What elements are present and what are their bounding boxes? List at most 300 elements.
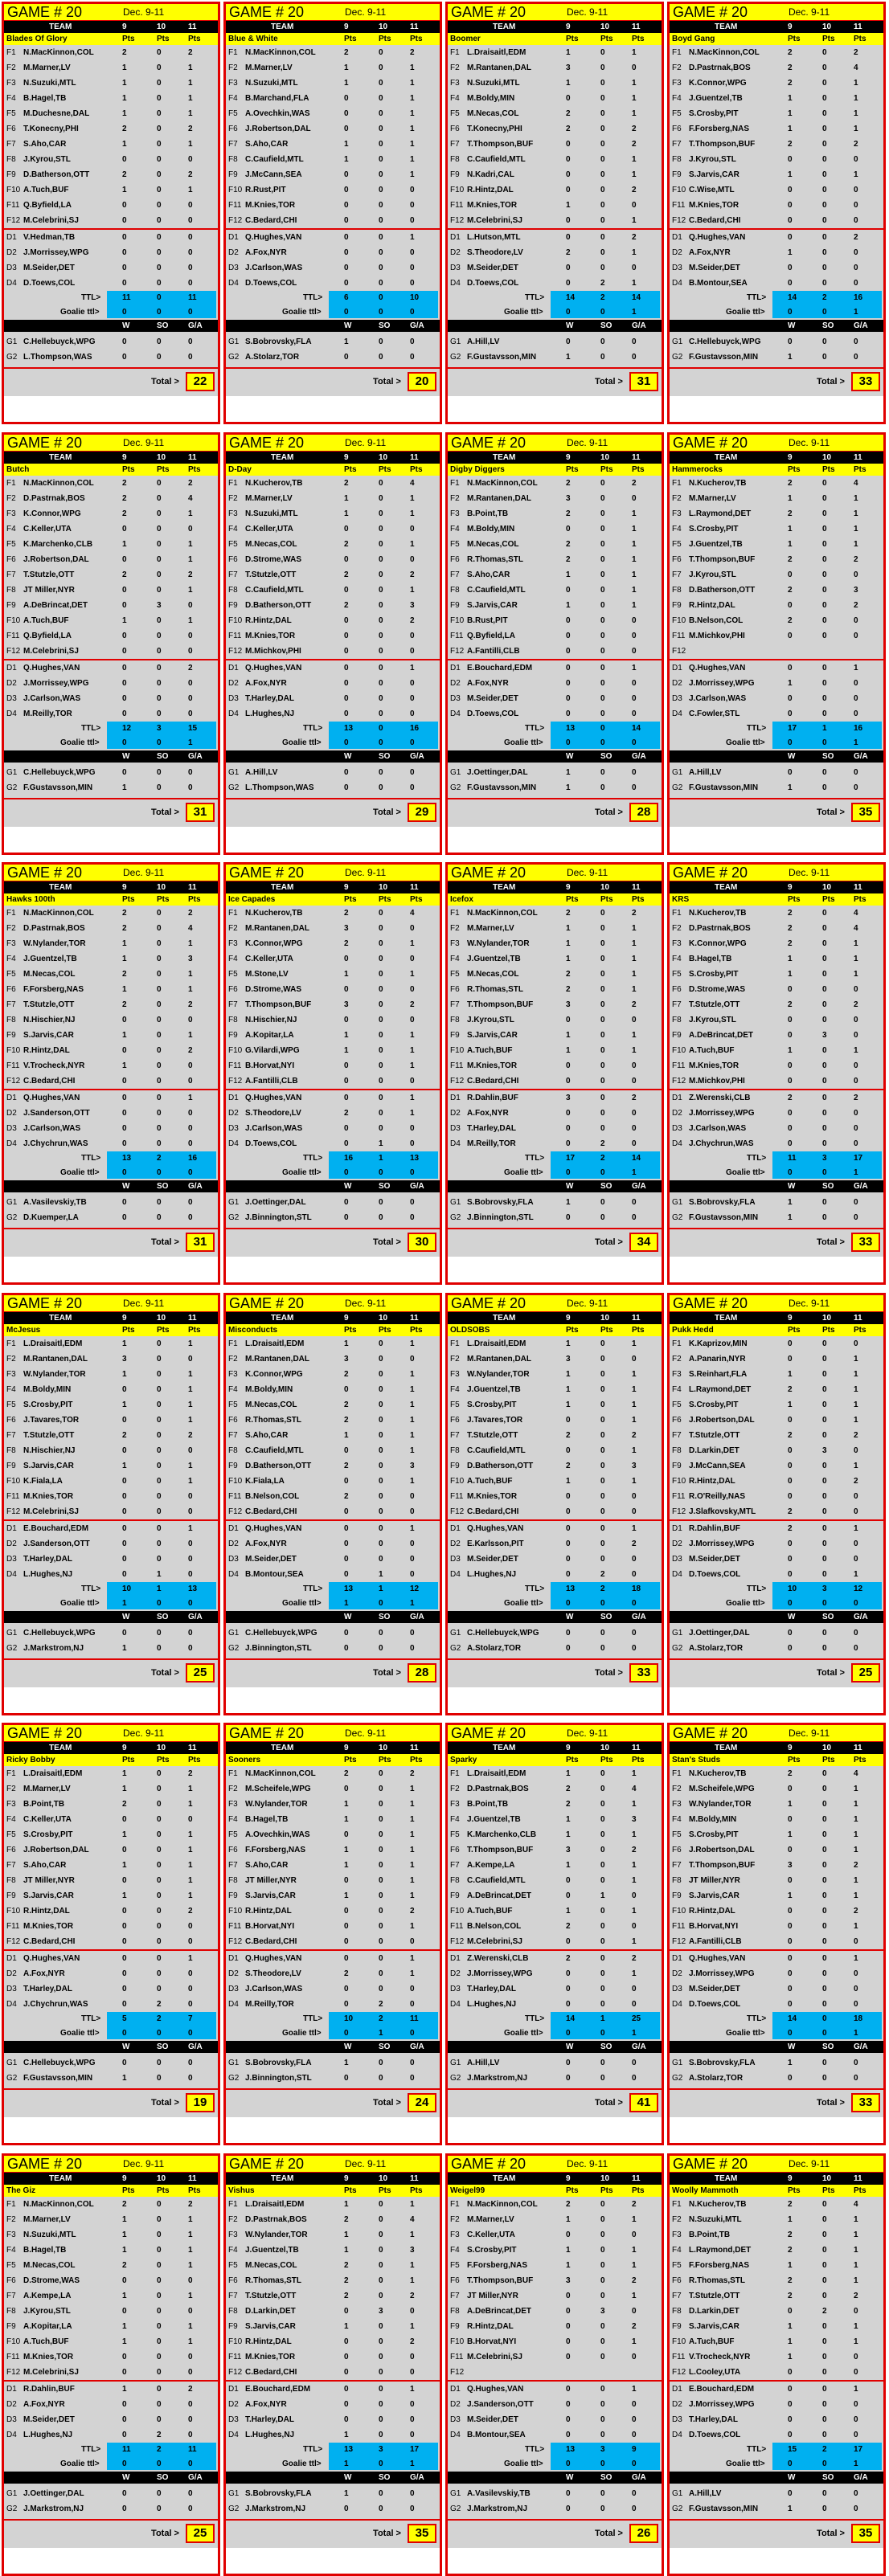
player-rows (448, 45, 662, 291)
slot-label: F12 (450, 647, 465, 656)
player-name: M.Knies,TOR (245, 201, 296, 210)
wins-value: 0 (344, 2504, 349, 2513)
slot-label: G1 (450, 1629, 461, 1638)
day-9-points: 0 (566, 1570, 571, 1579)
day-9-points: 0 (566, 2292, 571, 2300)
player-row (670, 2427, 883, 2443)
day-11-points: 0 (188, 155, 193, 164)
player-name: J.Sanderson,OTT (23, 1109, 90, 1118)
player-row (670, 2304, 883, 2319)
day-9-points: 2 (344, 570, 349, 579)
day-9-points: 2 (566, 1431, 571, 1440)
player-name: N.Kucherov,TB (245, 909, 303, 918)
day-10-points: 0 (600, 494, 605, 503)
slot-label: F7 (450, 140, 460, 149)
shutouts-value: 0 (600, 768, 605, 777)
day-11-points: 1 (188, 1954, 193, 1963)
player-row (670, 997, 883, 1012)
player-row (226, 245, 440, 260)
slot-label: D3 (450, 2415, 461, 2424)
slot-label: F8 (672, 1446, 682, 1455)
player-row (448, 567, 662, 583)
slot-label: F11 (228, 1922, 242, 1931)
player-row (226, 1858, 440, 1873)
grand-total-row (448, 2088, 662, 2117)
slot-label: F2 (6, 1785, 16, 1793)
slot-label: G1 (450, 768, 461, 777)
day-10-points: 0 (157, 2353, 162, 2361)
pts-header: Pts (379, 465, 391, 474)
skater-total: 3 (822, 1584, 827, 1593)
slot-label: D2 (228, 248, 239, 257)
skater-total: 1 (379, 1584, 383, 1593)
player-row (226, 506, 440, 521)
day-9-points: 0 (788, 1570, 793, 1579)
player-row (226, 1552, 440, 1567)
team-card (223, 1723, 442, 2145)
card-header (670, 865, 883, 881)
slot-label: F7 (450, 1000, 460, 1009)
player-row (226, 2227, 440, 2243)
player-name: S.Jarvis,CAR (23, 1891, 74, 1900)
shutouts-header: SO (379, 1182, 391, 1191)
slot-label: F7 (228, 1861, 238, 1870)
player-row (670, 1981, 883, 1997)
player-row (4, 613, 218, 628)
day-10-points: 0 (379, 1524, 383, 1533)
day-10-points: 0 (157, 1846, 162, 1854)
total-value: 33 (629, 1663, 658, 1683)
player-name: Q.Hughes,VAN (23, 1954, 80, 1963)
player-name: L.Draisaitl,EDM (23, 1769, 83, 1778)
total-label: Total > (151, 1237, 179, 1247)
day-11-header: 11 (410, 1314, 419, 1323)
day-9-points: 2 (122, 170, 127, 179)
game-number: GAME # 20 (451, 1725, 526, 1741)
player-row (4, 152, 218, 167)
goalie-total: 0 (788, 2029, 793, 2038)
player-name: J.Robertson,DAL (689, 1416, 755, 1425)
day-11-points: 0 (410, 694, 415, 703)
day-9-points: 0 (122, 1937, 127, 1946)
slot-label: F1 (6, 1769, 16, 1778)
total-label: Total > (817, 2098, 845, 2108)
skater-total: 0 (157, 293, 162, 302)
day-11-header: 11 (854, 2174, 862, 2183)
goalie-ttl-label: Goalie ttl> (282, 738, 322, 747)
day-10-points: 0 (822, 1109, 827, 1118)
goalie-name: J.Oettinger,DAL (467, 768, 528, 777)
player-name: E.Bouchard,EDM (23, 1524, 89, 1533)
day-10-points: 0 (379, 1094, 383, 1102)
grand-total-row (448, 798, 662, 827)
player-row (670, 2349, 883, 2365)
day-11-points: 1 (410, 1876, 415, 1885)
slot-label: F11 (6, 2353, 20, 2361)
divider (4, 1949, 218, 1951)
skater-total: 18 (854, 2014, 863, 2023)
slot-label: G2 (672, 1213, 683, 1222)
slot-label: F10 (6, 1477, 21, 1486)
day-10-points: 0 (379, 509, 383, 518)
slot-label: F9 (672, 601, 682, 610)
skater-total: 3 (157, 724, 162, 733)
day-11-points: 1 (632, 664, 637, 673)
day-10-points: 0 (822, 1815, 827, 1824)
player-row (448, 1567, 662, 1582)
player-name: S.Jarvis,CAR (467, 601, 518, 610)
wins-header: W (788, 2042, 796, 2051)
goalie-total: 1 (344, 2459, 349, 2468)
player-row (670, 276, 883, 291)
player-name: A.Ovechkin,WAS (245, 109, 310, 118)
slot-label: F3 (228, 1800, 238, 1809)
day-10-points: 0 (822, 2261, 827, 2270)
day-10-points: 0 (600, 2215, 605, 2224)
goalie-row (670, 1195, 883, 1210)
player-row (4, 2382, 218, 2397)
slot-label: F1 (228, 479, 238, 488)
skater-total: 5 (122, 2014, 127, 2023)
day-11-points: 2 (410, 616, 415, 625)
day-9-points: 1 (122, 1891, 127, 1900)
day-10-header: 10 (822, 1314, 832, 1323)
player-name: Q.Hughes,VAN (245, 1094, 302, 1102)
player-name: J.Robertson,DAL (23, 555, 89, 564)
slot-label: D2 (672, 1539, 682, 1548)
day-11-points: 1 (410, 1370, 415, 1379)
player-name: Q.Hughes,VAN (245, 1524, 302, 1533)
goalie-header (226, 2472, 440, 2484)
goalie-total: 0 (344, 1168, 349, 1177)
player-name: T.Stutzle,OTT (23, 570, 75, 579)
slot-label: F8 (672, 586, 682, 595)
day-9-points: 2 (122, 125, 127, 133)
player-row (670, 521, 883, 537)
player-row (670, 628, 883, 644)
goalie-ttl-label: Goalie ttl> (282, 2459, 322, 2468)
slot-label: F2 (672, 2215, 682, 2224)
player-row (448, 152, 662, 167)
day-10-points: 0 (157, 63, 162, 72)
goals-against-value: 0 (188, 1198, 193, 1207)
player-name: J.Guentzel,TB (467, 1815, 521, 1824)
player-name: R.Dahlin,BUF (689, 1524, 740, 1533)
shutouts-header: SO (157, 752, 169, 761)
day-10-points: 2 (379, 2000, 383, 2009)
player-row (448, 506, 662, 521)
player-row (670, 1351, 883, 1367)
slot-label: D1 (450, 1094, 461, 1102)
slot-label: F3 (228, 79, 238, 88)
slot-label: F2 (228, 63, 238, 72)
totals-box (448, 722, 662, 750)
player-name: C.Caufield,MTL (245, 1446, 304, 1455)
player-row (448, 1058, 662, 1073)
slot-label: F3 (6, 1370, 16, 1379)
shutouts-header: SO (379, 752, 391, 761)
player-row (226, 1781, 440, 1797)
day-11-points: 0 (632, 264, 637, 272)
day-9-points: 1 (122, 109, 127, 118)
goalie-total: 0 (410, 1168, 415, 1177)
slot-label: F2 (672, 1785, 682, 1793)
slot-label: D3 (6, 1555, 17, 1564)
player-row (448, 2197, 662, 2212)
day-9-points: 1 (344, 79, 349, 88)
grand-total-row (226, 798, 440, 827)
goalie-total: 0 (188, 2459, 193, 2468)
goalie-total: 1 (632, 2029, 637, 2038)
day-10-points: 0 (600, 125, 605, 133)
ttl-label: TTL> (81, 2014, 101, 2023)
player-name: T.Stutzle,OTT (245, 570, 297, 579)
player-row (226, 521, 440, 537)
day-10-points: 0 (157, 1954, 162, 1963)
player-row (670, 1797, 883, 1812)
goalie-header (4, 2472, 218, 2484)
day-11-points: 1 (188, 63, 193, 72)
day-10-points: 0 (600, 2431, 605, 2439)
goalie-rows (4, 2484, 218, 2519)
player-name: D.Strome,WAS (245, 555, 302, 564)
slot-label: D1 (6, 1094, 17, 1102)
day-9-points: 0 (122, 2307, 127, 2316)
day-10-points: 0 (600, 1876, 605, 1885)
day-11-points: 1 (410, 2261, 415, 2270)
slot-label: D3 (672, 1124, 682, 1133)
player-row (448, 628, 662, 644)
slot-label: D4 (672, 2000, 682, 2009)
day-9-points: 0 (122, 1416, 127, 1425)
day-11-points: 0 (410, 201, 415, 210)
player-name: M.Necas,COL (467, 540, 519, 549)
goalie-total: 0 (379, 738, 383, 747)
day-11-points: 1 (410, 1094, 415, 1102)
divider (448, 659, 662, 660)
day-11-points: 0 (410, 709, 415, 718)
player-row (4, 691, 218, 706)
day-11-points: 0 (632, 2415, 637, 2424)
slot-label: G1 (672, 768, 683, 777)
day-11-points: 4 (854, 63, 858, 72)
player-name: S.Crosby,PIT (467, 2246, 517, 2255)
player-name: M.Knies,TOR (689, 201, 739, 210)
slot-label: F4 (228, 1815, 238, 1824)
team-name-row (4, 33, 218, 45)
player-name: A.Kempe,LA (467, 1861, 515, 1870)
wins-value: 0 (788, 2489, 793, 2498)
player-name: A.Tuch,BUF (23, 186, 69, 194)
day-9-points: 2 (566, 509, 571, 518)
column-header (448, 452, 662, 464)
player-row (226, 1934, 440, 1949)
goals-against-value: 0 (632, 353, 637, 362)
day-9-points: 3 (344, 1355, 349, 1364)
divider (226, 228, 440, 230)
day-10-points: 0 (157, 94, 162, 103)
goalie-rows (4, 2053, 218, 2088)
day-10-points: 0 (157, 2215, 162, 2224)
goalie-rows (226, 2053, 440, 2088)
day-11-points: 1 (854, 664, 858, 673)
wins-header: W (788, 1182, 796, 1191)
day-10-header: 10 (822, 453, 832, 462)
day-10-points: 0 (822, 2322, 827, 2331)
slot-label: F2 (672, 494, 682, 503)
day-10-points: 0 (822, 1094, 827, 1102)
day-10-points: 0 (600, 1785, 605, 1793)
player-name: M.Boldy,MIN (689, 1815, 737, 1824)
day-9-points: 1 (344, 494, 349, 503)
slot-label: F11 (450, 1492, 464, 1501)
player-row (448, 260, 662, 276)
wins-value: 0 (566, 1213, 571, 1222)
shutouts-value: 0 (822, 2489, 827, 2498)
slot-label: F4 (672, 525, 682, 534)
slot-label: F3 (450, 1800, 460, 1809)
player-name: N.MacKinnon,COL (23, 2200, 94, 2209)
day-11-points: 0 (410, 216, 415, 225)
day-10-points: 0 (379, 540, 383, 549)
slot-label: F8 (6, 1446, 16, 1455)
team-name: Butch (6, 465, 30, 474)
day-11-points: 1 (854, 1846, 858, 1854)
player-row (448, 2227, 662, 2243)
day-10-points: 0 (600, 2000, 605, 2009)
goalie-header (448, 750, 662, 763)
day-9-points: 0 (566, 709, 571, 718)
slot-label: F2 (672, 924, 682, 933)
total-label: Total > (595, 2529, 623, 2538)
day-9-points: 0 (344, 1830, 349, 1839)
day-11-points: 4 (854, 924, 858, 933)
day-9-points: 1 (122, 955, 127, 963)
day-11-points: 1 (854, 1524, 858, 1533)
day-11-points: 2 (188, 1046, 193, 1055)
day-9-points: 0 (344, 1477, 349, 1486)
day-9-points: 0 (566, 2415, 571, 2424)
goals-against-header: G/A (410, 1182, 424, 1191)
goalie-ttl-label: Goalie ttl> (60, 308, 100, 317)
day-9-points: 0 (344, 985, 349, 994)
player-row (670, 1873, 883, 1888)
player-row (226, 2334, 440, 2349)
player-rows (670, 45, 883, 291)
column-header (226, 452, 440, 464)
slot-label: G2 (672, 353, 683, 362)
player-row (226, 2365, 440, 2380)
goals-against-value: 0 (410, 783, 415, 792)
player-row (4, 1797, 218, 1812)
day-9-points: 0 (344, 525, 349, 534)
slot-label: F12 (450, 1077, 465, 1086)
day-10-points: 0 (157, 1937, 162, 1946)
day-11-points: 1 (188, 939, 193, 948)
day-11-points: 0 (854, 2353, 858, 2361)
team-label: TEAM (715, 1314, 738, 1323)
player-name: J.Morrissey,WPG (23, 679, 89, 688)
column-header (4, 881, 218, 893)
day-9-points: 1 (566, 2215, 571, 2224)
player-name: N.Kadri,CAL (467, 170, 514, 179)
goalie-total: 0 (566, 1599, 571, 1608)
day-9-points: 0 (122, 664, 127, 673)
day-9-points: 0 (344, 186, 349, 194)
goalie-total: 0 (122, 308, 127, 317)
day-11-points: 1 (632, 1046, 637, 1055)
slot-label: G2 (6, 783, 18, 792)
player-row (670, 1567, 883, 1582)
day-10-header: 10 (600, 453, 610, 462)
shutouts-value: 0 (822, 337, 827, 346)
day-9-points: 0 (566, 694, 571, 703)
goalie-name: A.Stolarz,TOR (245, 353, 300, 362)
player-row (448, 660, 662, 676)
slot-label: F10 (672, 186, 686, 194)
ttl-label: TTL> (303, 1154, 323, 1163)
player-row (4, 1443, 218, 1458)
player-name: C.Bedard,CHI (689, 216, 741, 225)
day-9-points: 2 (788, 586, 793, 595)
player-row (226, 660, 440, 676)
slot-label: G2 (6, 1213, 18, 1222)
player-name: J.Sanderson,OTT (467, 2400, 534, 2409)
day-9-points: 0 (122, 647, 127, 656)
slot-label: F6 (6, 125, 16, 133)
player-name: L.Hughes,NJ (23, 1570, 73, 1579)
player-row (226, 213, 440, 228)
date-range: Dec. 9-11 (123, 1728, 165, 1739)
slot-label: F6 (672, 555, 682, 564)
total-label: Total > (373, 1237, 401, 1247)
player-name: M.Knies,TOR (23, 2353, 74, 2361)
player-row (226, 476, 440, 491)
slot-label: D4 (672, 2431, 682, 2439)
slot-label: F11 (450, 2353, 464, 2361)
goalie-total: 0 (122, 738, 127, 747)
shutouts-header: SO (379, 2473, 391, 2482)
slot-label: F8 (450, 1446, 460, 1455)
day-11-points: 0 (632, 494, 637, 503)
player-name: C.Caufield,MTL (245, 586, 304, 595)
player-row (448, 598, 662, 613)
day-10-header: 10 (600, 883, 610, 892)
day-9-points: 1 (122, 1462, 127, 1470)
slot-label: F10 (228, 186, 243, 194)
day-11-points: 1 (410, 1477, 415, 1486)
player-row (670, 1106, 883, 1121)
day-9-points: 3 (122, 1355, 127, 1364)
slot-label: F5 (672, 540, 682, 549)
slot-label: F9 (6, 170, 16, 179)
slot-label: F12 (672, 1077, 686, 1086)
slot-label: F1 (6, 2200, 16, 2209)
day-9-points: 2 (122, 479, 127, 488)
day-10-points: 0 (379, 586, 383, 595)
day-9-points: 0 (788, 1785, 793, 1793)
day-9-points: 1 (788, 109, 793, 118)
slot-label: F6 (6, 555, 16, 564)
player-name: N.Kucherov,TB (689, 909, 747, 918)
day-10-points: 0 (157, 1907, 162, 1916)
player-row (4, 706, 218, 722)
day-11-points: 1 (410, 939, 415, 948)
day-10-points: 0 (379, 525, 383, 534)
shutouts-header: SO (157, 1613, 169, 1621)
day-10-points: 0 (157, 509, 162, 518)
slot-label: D4 (672, 279, 682, 288)
